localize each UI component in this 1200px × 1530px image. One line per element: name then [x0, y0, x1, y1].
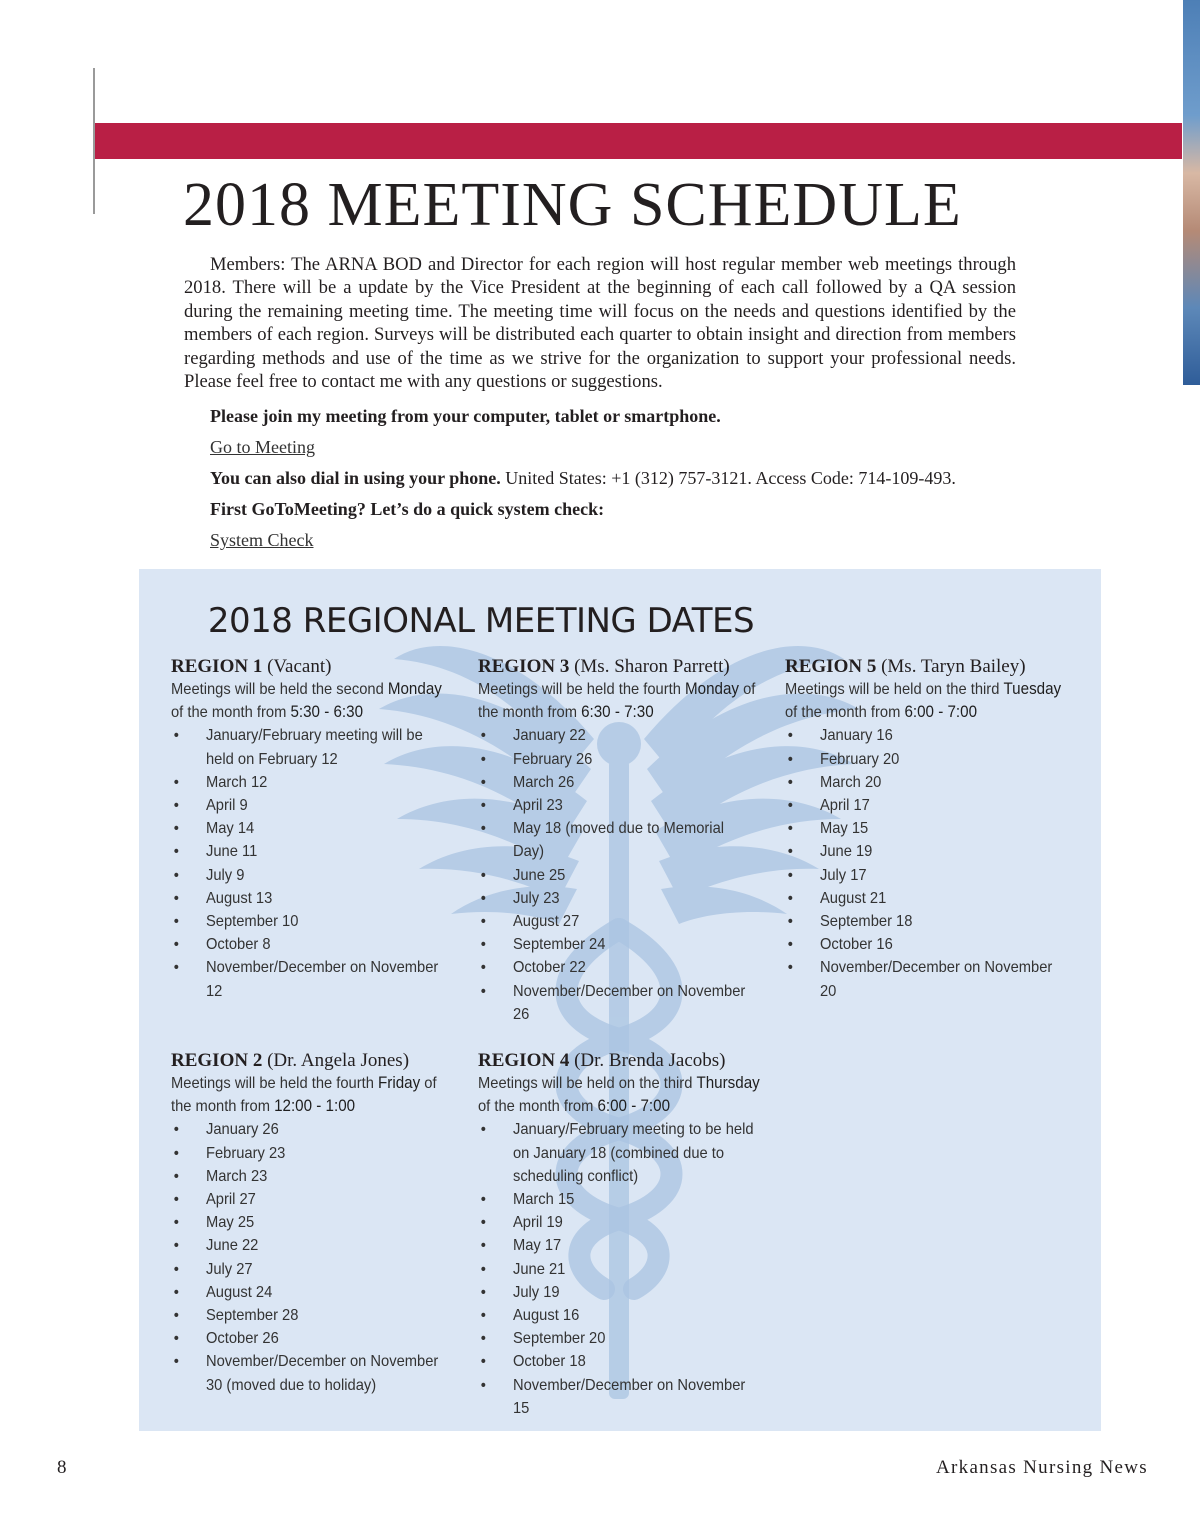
meeting-date-list	[171, 1118, 447, 1396]
meeting-date: • June 25	[478, 864, 754, 887]
meeting-date: • September 24	[478, 933, 754, 956]
meeting-date: • April 9	[171, 794, 447, 817]
meeting-date: • October 22	[478, 956, 754, 979]
meeting-date: • March 12	[171, 771, 447, 794]
region-4-block	[478, 1049, 768, 1420]
region-2-block	[171, 1049, 461, 1397]
meeting-date: • November/December on November 30 (moved due to holiday)	[171, 1350, 447, 1396]
meeting-date: • February 26	[478, 748, 754, 771]
meeting-date: • February 23	[171, 1142, 447, 1165]
meeting-date: • January/February meeting will be held on February 12	[171, 724, 447, 770]
meeting-date: • July 23	[478, 887, 754, 910]
meeting-date: • May 18 (moved due to Memorial Day)	[478, 817, 754, 863]
publication-name: Arkansas Nursing News	[936, 1457, 1148, 1478]
meeting-date: • July 27	[171, 1258, 447, 1281]
meeting-date: • May 15	[785, 817, 1061, 840]
meeting-date-list	[478, 724, 754, 1026]
meeting-date: • May 14	[171, 817, 447, 840]
join-line	[210, 437, 315, 458]
go-to-meeting-link[interactable]: Go to Meeting	[210, 437, 315, 457]
page-number: 8	[57, 1457, 67, 1478]
meeting-date: • April 17	[785, 794, 1061, 817]
meeting-date: • November/December on November 20	[785, 956, 1061, 1002]
edge-photo-strip	[1183, 0, 1200, 385]
meeting-date: • August 27	[478, 910, 754, 933]
meeting-date: • June 19	[785, 840, 1061, 863]
join-prompt: Please join my meeting from your computer, tablet or smartphone.	[210, 406, 721, 426]
meeting-date: • April 27	[171, 1188, 447, 1211]
region-schedule: Meetings will be held the fourth Friday of the month from 12:00 - 1:00	[171, 1074, 437, 1116]
meeting-date: • September 18	[785, 910, 1061, 933]
meeting-date-list	[478, 1118, 754, 1420]
meeting-date: • May 17	[478, 1234, 754, 1257]
meeting-date: • March 23	[171, 1165, 447, 1188]
meeting-date: • July 19	[478, 1281, 754, 1304]
dial-in-line	[210, 468, 956, 489]
meeting-date: • November/December on November 12	[171, 956, 447, 1002]
meeting-date: • September 28	[171, 1304, 447, 1327]
region-schedule: Meetings will be held on the third Thursday of the month from 6:00 - 7:00	[478, 1074, 760, 1116]
system-check-prompt: First GoToMeeting? Let’s do a quick system check:	[210, 499, 605, 519]
meeting-date: • August 16	[478, 1304, 754, 1327]
meeting-date: • November/December on November 15	[478, 1374, 754, 1420]
system-check-link[interactable]: System Check	[210, 530, 314, 550]
meeting-date: • October 16	[785, 933, 1061, 956]
meeting-date: • April 23	[478, 794, 754, 817]
dial-in-details: United States: +1 (312) 757-3121. Access Code: 714-109-493.	[500, 468, 956, 488]
region-heading: REGION 4 (Dr. Brenda Jacobs)	[478, 1050, 726, 1071]
page-title: 2018 MEETING SCHEDULE	[183, 171, 962, 239]
meeting-date: • January 16	[785, 724, 1061, 747]
meeting-date: • June 11	[171, 840, 447, 863]
meeting-date: • July 17	[785, 864, 1061, 887]
meeting-date: • March 20	[785, 771, 1061, 794]
meeting-date: • October 26	[171, 1327, 447, 1350]
region-schedule: Meetings will be held on the third Tuesday of the month from 6:00 - 7:00	[785, 680, 1062, 722]
region-schedule: Meetings will be held the second Monday of the month from 5:30 - 6:30	[171, 680, 442, 722]
header-band	[95, 123, 1182, 159]
intro-paragraph: Members: The ARNA BOD and Director for each region will host regular member web meetings through 2018. There will be a update by the Vice President at the beginning of each call followed by a QA session during the remaining meeting time. The meeting time will focus on the needs and questions identified by the members of each region. Surveys will be distributed each quarter to obtain insight and direction from members regarding methods and use of the time as we strive for the organization to support your professional needs. Please feel free to contact me with any questions or suggestions.	[184, 254, 1016, 393]
meeting-date: • June 22	[171, 1234, 447, 1257]
meeting-date-list	[171, 724, 447, 1002]
meeting-date: • October 18	[478, 1350, 754, 1373]
region-heading: REGION 2 (Dr. Angela Jones)	[171, 1050, 410, 1071]
meeting-date: • March 15	[478, 1188, 754, 1211]
system-check-line	[210, 530, 314, 551]
meeting-date: • April 19	[478, 1211, 754, 1234]
meeting-date: • November/December on November 26	[478, 980, 754, 1026]
region-heading: REGION 3 (Ms. Sharon Parrett)	[478, 656, 730, 677]
regional-title: 2018 REGIONAL MEETING DATES	[207, 601, 755, 641]
meeting-date-list	[785, 724, 1061, 1002]
meeting-date: • September 20	[478, 1327, 754, 1350]
meeting-date: • July 9	[171, 864, 447, 887]
meeting-date: • February 20	[785, 748, 1061, 771]
region-3-block	[478, 655, 768, 1026]
meeting-date: • May 25	[171, 1211, 447, 1234]
region-1-block	[171, 655, 461, 1003]
meeting-date: • September 10	[171, 910, 447, 933]
region-heading: REGION 5 (Ms. Taryn Bailey)	[785, 656, 1026, 677]
meeting-date: • August 21	[785, 887, 1061, 910]
region-heading: REGION 1 (Vacant)	[171, 656, 332, 677]
meeting-date: • October 8	[171, 933, 447, 956]
meeting-date: • March 26	[478, 771, 754, 794]
meeting-date: • January 26	[171, 1118, 447, 1141]
meeting-date: • June 21	[478, 1258, 754, 1281]
dial-in-label: You can also dial in using your phone.	[210, 468, 501, 488]
meeting-date: • January 22	[478, 724, 754, 747]
meeting-date: • August 24	[171, 1281, 447, 1304]
meeting-date: • August 13	[171, 887, 447, 910]
region-5-block	[785, 655, 1075, 1003]
meeting-date: • January/February meeting to be held on January 18 (combined due to scheduling conflict)	[478, 1118, 754, 1188]
region-schedule: Meetings will be held the fourth Monday of the month from 6:30 - 7:30	[478, 680, 756, 722]
